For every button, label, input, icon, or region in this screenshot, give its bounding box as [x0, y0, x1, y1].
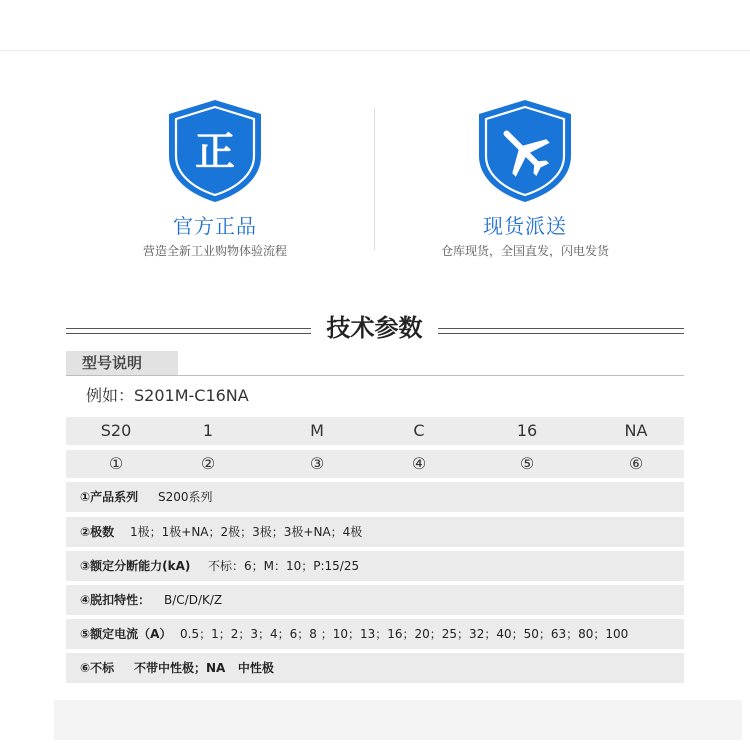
top-divider [0, 50, 750, 51]
spec-row-rated-current [66, 619, 684, 649]
section-heading [66, 306, 684, 346]
spec-value: 1极；1极+NA；2极；3极；3极+NA；4极 [130, 525, 363, 539]
shield-airplane-icon [475, 98, 575, 204]
spec-value: B/C/D/K/Z [164, 593, 223, 607]
spec-value: 0.5；1；2；3；4；6；8 ；10；13；16；20；25；32；40；50；63；80；100 [180, 627, 629, 641]
spec-value: 不标：6；M：10；P:15/25 [208, 559, 360, 573]
code-part: C [413, 421, 425, 440]
feature-genuine [65, 98, 365, 260]
feature-description: 仓库现货，全国直发，闪电发货 [440, 244, 609, 258]
code-part: 1 [202, 421, 214, 440]
heading-rule-right [438, 328, 684, 334]
code-number: ⑤ [519, 454, 535, 473]
spec-value: S200系列 [158, 490, 213, 504]
spec-label: ②极数 [80, 525, 115, 539]
spec-row-breaking-capacity [66, 551, 684, 581]
spec-label: ④脱扣特性： [80, 593, 151, 607]
spec-value: 不带中性极；NA 中性极 [134, 661, 274, 675]
bottom-band [54, 700, 742, 740]
feature-title: 官方正品 [173, 214, 257, 238]
spec-row-poles [66, 517, 684, 547]
model-tag: 型号说明 [66, 351, 178, 375]
svg-text:正: 正 [195, 129, 235, 175]
spec-label: ③额定分断能力(kA) [80, 559, 191, 573]
spec-row-trip-characteristic [66, 585, 684, 615]
code-number: ③ [309, 454, 325, 473]
heading-rule-left [66, 328, 311, 334]
code-number: ② [200, 454, 216, 473]
feature-title: 现货派送 [483, 214, 567, 238]
spec-label: ①产品系列 [80, 490, 139, 504]
code-number: ① [108, 454, 124, 473]
shield-zheng-icon [165, 98, 265, 204]
model-example: 例如：S201M-C16NA [86, 386, 249, 405]
code-number: ④ [411, 454, 427, 473]
section-title: 技术参数 [326, 314, 423, 342]
code-part: NA [624, 421, 648, 440]
spec-row-neutral [66, 653, 684, 683]
spec-label: ⑥不标 [80, 661, 115, 675]
feature-delivery [375, 98, 675, 260]
spec-label: ⑤额定电流（A） [80, 627, 172, 641]
code-part: 16 [516, 421, 538, 440]
code-part: S20 [100, 421, 132, 440]
model-explanation-bar [66, 351, 684, 376]
spec-row-series [66, 482, 684, 512]
feature-description: 营造全新工业购物体验流程 [142, 244, 287, 258]
model-code-row [66, 417, 684, 445]
code-number: ⑥ [628, 454, 644, 473]
code-part: M [310, 421, 324, 440]
model-number-row [66, 450, 684, 478]
